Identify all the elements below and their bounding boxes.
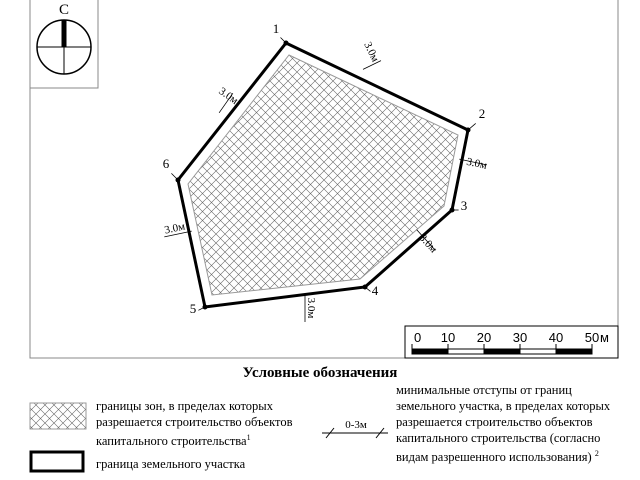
setback-label-1-2: 3.0м — [361, 40, 382, 64]
scale-tick-label: 10 — [440, 330, 456, 345]
vertex-label-2: 2 — [478, 106, 486, 121]
vertex-label-5: 5 — [189, 301, 197, 316]
north-label: С — [58, 2, 70, 18]
legend-setback-text: минимальные отступы от границ земельного участка, в пределах которых разрешается строительство объектов капитального строительства (согласно видам разрешенного использования) $^2$ — [396, 383, 611, 465]
scale-unit: м — [600, 330, 609, 345]
setback-label-3-4: 3.0м — [416, 231, 440, 256]
setback-label-5-6: 3.0м — [163, 220, 187, 237]
legend-hatch-text: границы зон, в пределах которых разрешается строительство объектов капитального строительства$^1$ — [96, 399, 293, 449]
vertex-label-6: 6 — [162, 156, 170, 171]
vertex-leader-2 — [468, 123, 476, 130]
setback-label-4-5: 3.0м — [305, 297, 317, 319]
legend-setback-symbol-label: 0-3м — [345, 419, 367, 431]
scale-bar — [405, 326, 618, 358]
scale-segment — [484, 349, 520, 354]
scale-tick-label: 40 — [548, 330, 564, 345]
setback-label-2-3: 3.0м — [465, 155, 489, 172]
legend-title: Условные обозначения — [242, 365, 398, 381]
vertex-leader-1 — [281, 38, 287, 44]
scale-segment — [556, 349, 592, 354]
scale-tick-label: 30 — [512, 330, 528, 345]
legend-boundary-swatch — [31, 452, 83, 471]
setback-label-6-1: 3.0м — [216, 85, 241, 107]
scale-segment — [412, 349, 448, 354]
legend-setback-symbol — [322, 419, 388, 438]
scale-tick-label: 50 — [584, 330, 600, 345]
scale-tick-label: 20 — [476, 330, 492, 345]
vertex-label-4: 4 — [371, 283, 379, 298]
vertex-leader-6 — [171, 173, 178, 180]
vertex-label-3: 3 — [460, 198, 468, 213]
vertex-label-1: 1 — [272, 21, 280, 36]
legend-boundary-text: граница земельного участка — [96, 457, 246, 471]
scale-tick-label: 0 — [414, 330, 422, 345]
north-compass — [37, 2, 91, 74]
legend-hatch-swatch — [30, 403, 86, 429]
